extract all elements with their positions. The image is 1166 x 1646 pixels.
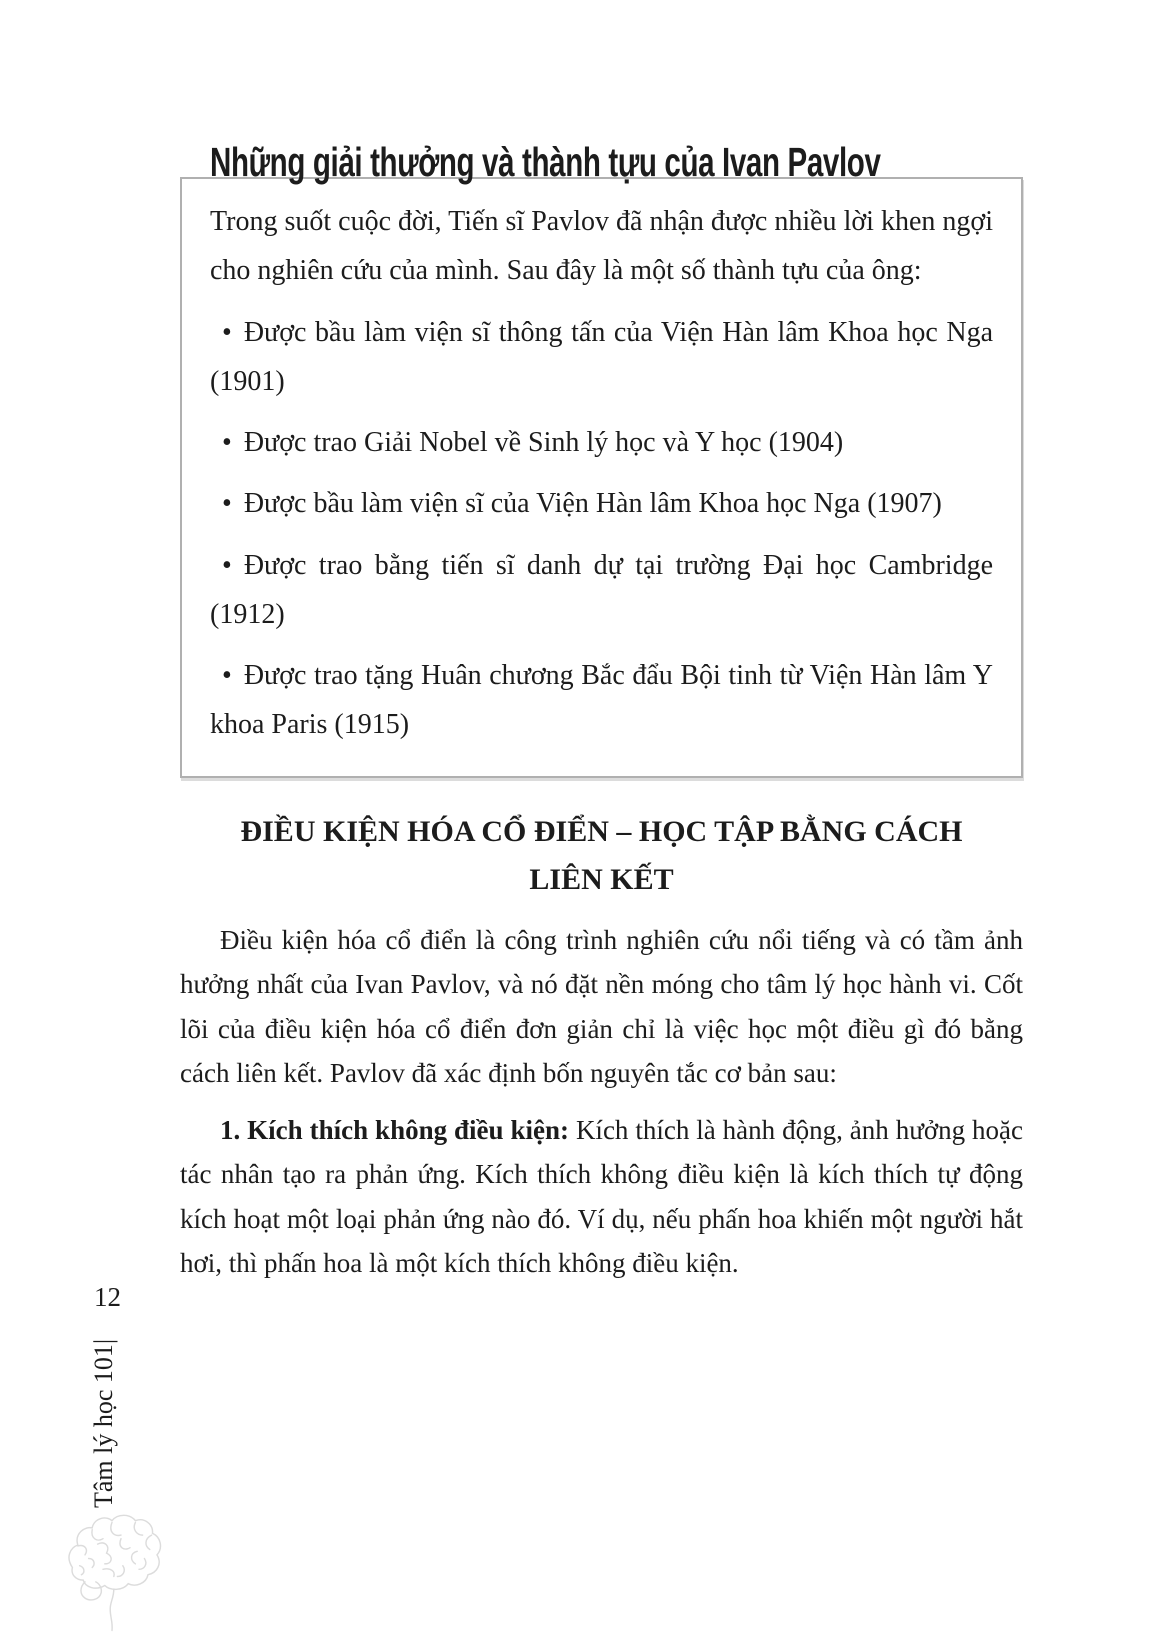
awards-intro: Trong suốt cuộc đời, Tiến sĩ Pavlov đã nhận được nhiều lời khen ngợi cho nghiên cứu của mình. Sau đây là một số thành tựu của ông: bbox=[210, 206, 993, 287]
main-column bbox=[180, 140, 1023, 1298]
awards-box-title: Những giải thưởng và thành tựu của Ivan Pavlov bbox=[210, 139, 881, 185]
awards-box bbox=[180, 177, 1023, 778]
award-item bbox=[210, 418, 993, 467]
book-title: Tâm lý học 101 bbox=[89, 1344, 118, 1508]
section-heading: ĐIỀU KIỆN HÓA CỔ ĐIỂN – HỌC TẬP BẰNG CÁCH LIÊN KẾT bbox=[240, 814, 963, 896]
page-number: 12 bbox=[94, 1282, 121, 1312]
spine-divider: | bbox=[89, 1338, 118, 1345]
section-paragraph: Điều kiện hóa cổ điển là công trình nghiên cứu nổi tiếng và có tầm ảnh hưởng nhất của Ivan Pavlov, và nó đặt nền móng cho tâm lý học hành vi. Cốt lõi của điều kiện hóa cổ điển đơn giản chỉ là việc học một điều gì đó bằng cách liên kết. Pavlov đã xác định bốn nguyên tắc cơ bản sau: bbox=[180, 924, 1023, 1089]
award-item-text: Được trao tặng Huân chương Bắc đẩu Bội tinh từ Viện Hàn lâm Y khoa Paris (1915) bbox=[210, 660, 993, 741]
award-item-text: Được bầu làm viện sĩ thông tấn của Viện Hàn lâm Khoa học Nga (1901) bbox=[210, 316, 993, 397]
award-item bbox=[210, 541, 993, 640]
bullet-icon: • bbox=[222, 427, 232, 459]
bullet-icon: • bbox=[222, 549, 232, 581]
bullet-icon: • bbox=[222, 316, 232, 348]
award-item-text: Được trao Giải Nobel về Sinh lý học và Y học (1904) bbox=[243, 427, 844, 459]
award-item bbox=[210, 651, 993, 750]
award-item-text: Được trao bằng tiến sĩ danh dự tại trường Đại học Cambridge (1912) bbox=[210, 549, 993, 630]
awards-list bbox=[210, 308, 993, 750]
principle-1-text: Kích thích là hành động, ảnh hưởng hoặc tác nhân tạo ra phản ứng. Kích thích không điều kiện là kích thích tự động kích hoạt một loại phản ứng nào đó. Ví dụ, nếu phấn hoa khiến một người hắt hơi, thì phấn hoa là một kích thích không điều kiện. bbox=[180, 1114, 1024, 1279]
principle-1-paragraph bbox=[180, 1108, 1023, 1286]
bullet-icon: • bbox=[222, 660, 232, 692]
principle-1-lead: 1. Kích thích không điều kiện: bbox=[220, 1114, 569, 1145]
award-item bbox=[210, 479, 993, 528]
spine-title bbox=[88, 1339, 120, 1508]
bullet-icon: • bbox=[222, 488, 232, 520]
brain-icon bbox=[58, 1510, 166, 1639]
award-item-text: Được bầu làm viện sĩ của Viện Hàn lâm Khoa học Nga (1907) bbox=[243, 488, 942, 520]
award-item bbox=[210, 308, 993, 407]
